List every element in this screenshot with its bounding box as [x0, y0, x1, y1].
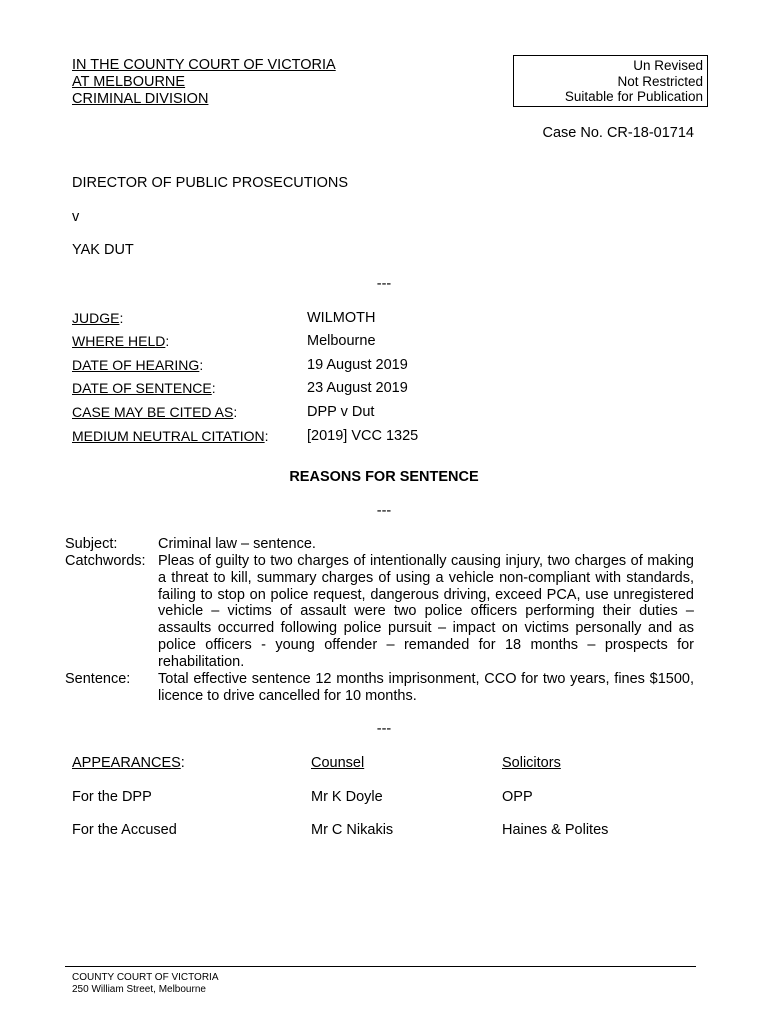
subject-text: Criminal law – sentence. [158, 536, 316, 552]
court-heading [72, 57, 336, 108]
detail-label-neutral-citation: MEDIUM NEUTRAL CITATION: [72, 428, 269, 444]
catchwords-text: Pleas of guilty to two charges of intentionally causing injury, two charges of making a threat to kill, summary charges of using a vehicle non-compliant with standards, failing to stop on police request, dangerous driving, exceed PCA, use unregistered vehicle – victims of assault were two police officers performing their duties – assaults occurred following police pursuit – impact on victims personally and as police officers - young offender – remanded for 18 months – prospects for rehabilitation. [158, 553, 694, 670]
document-title: REASONS FOR SENTENCE [289, 469, 479, 485]
status-line-1: Un Revised [633, 58, 703, 73]
separator-3: --- [376, 721, 392, 737]
detail-label-date-of-sentence: DATE OF SENTENCE: [72, 380, 216, 396]
detail-value-date-of-hearing: 19 August 2019 [307, 357, 408, 373]
solicitors-heading: Solicitors [502, 755, 561, 771]
appearance-counsel-accused: Mr C Nikakis [311, 822, 394, 838]
sentence-text: Total effective sentence 12 months imprisonment, CCO for two years, fines $1500, licence to drive cancelled for 10 months. [158, 671, 694, 704]
subject-label: Subject: [65, 536, 118, 552]
court-line-2: AT MELBOURNE [72, 74, 186, 90]
appearance-solicitors-accused: Haines & Polites [502, 822, 609, 838]
detail-value-date-of-sentence: 23 August 2019 [307, 380, 408, 396]
detail-value-where-held: Melbourne [307, 333, 376, 349]
court-line-3: CRIMINAL DIVISION [72, 91, 209, 107]
publication-status-box [513, 55, 708, 107]
status-line-2: Not Restricted [617, 73, 703, 89]
separator-1: --- [376, 276, 392, 292]
accused-name: YAK DUT [72, 242, 134, 258]
prosecutor-name: DIRECTOR OF PUBLIC PROSECUTIONS [72, 175, 349, 191]
detail-value-neutral-citation: [2019] VCC 1325 [307, 428, 419, 444]
footer-address [72, 972, 219, 996]
detail-label-where-held: WHERE HELD: [72, 333, 170, 349]
detail-label-date-of-hearing: DATE OF HEARING: [72, 357, 204, 373]
counsel-heading: Counsel [311, 755, 365, 771]
footer-divider [65, 966, 696, 967]
appearances-heading: APPEARANCES: [72, 755, 185, 771]
detail-label-judge: JUDGE: [72, 310, 124, 326]
court-line-1: IN THE COUNTY COURT OF VICTORIA [72, 57, 336, 73]
versus-label: v [72, 209, 80, 225]
detail-label-cited-as: CASE MAY BE CITED AS: [72, 404, 238, 420]
sentence-label: Sentence: [65, 671, 131, 687]
appearance-counsel-dpp: Mr K Doyle [311, 789, 383, 805]
footer-line-1: COUNTY COURT OF VICTORIA [72, 972, 219, 983]
detail-value-judge: WILMOTH [307, 310, 376, 326]
appearance-party-accused: For the Accused [72, 822, 177, 838]
catchwords-label: Catchwords: [65, 553, 146, 569]
footer-line-2: 250 William Street, Melbourne [72, 984, 206, 995]
separator-2: --- [376, 503, 392, 519]
appearance-party-dpp: For the DPP [72, 789, 152, 805]
status-line-3: Suitable for Publication [564, 89, 703, 104]
appearance-solicitors-dpp: OPP [502, 789, 533, 805]
detail-value-cited-as: DPP v Dut [307, 404, 375, 420]
case-number: Case No. CR-18-01714 [542, 125, 694, 141]
